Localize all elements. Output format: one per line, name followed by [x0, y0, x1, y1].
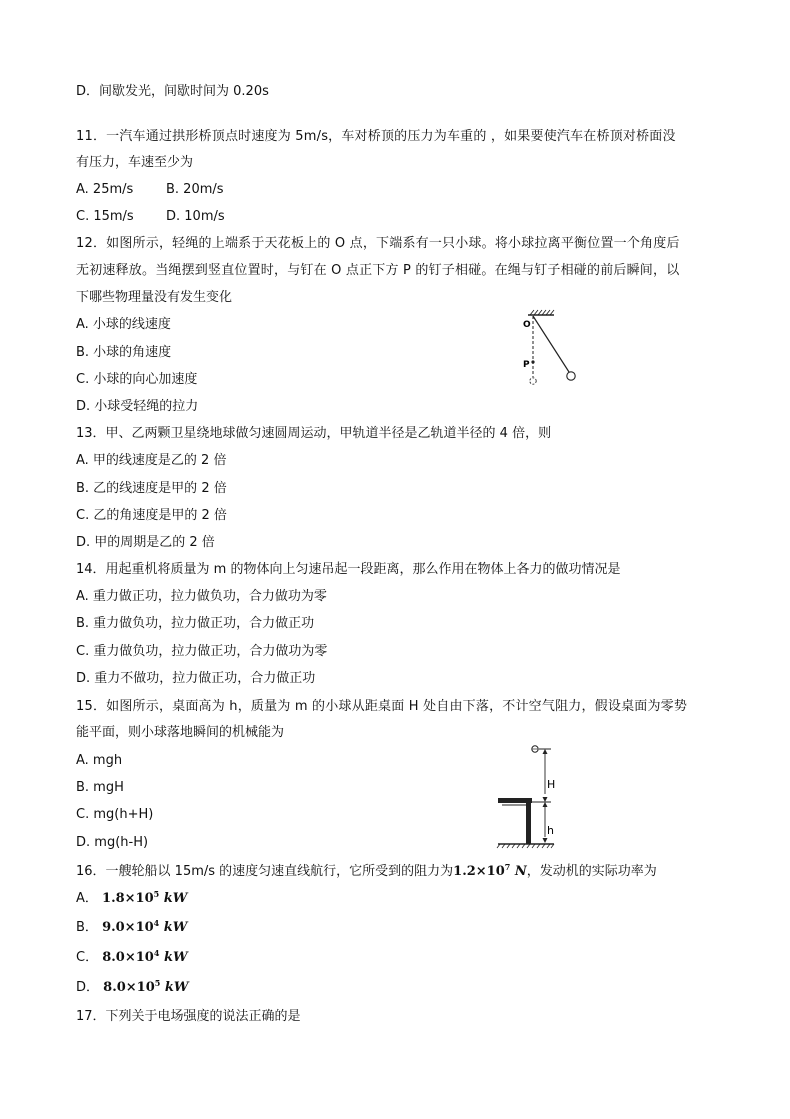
- q14-option-d: D. 重力不做功，拉力做正功，合力做正功: [76, 671, 316, 686]
- table-leg: [526, 803, 531, 844]
- q15-option-b: B. mgH: [76, 780, 124, 795]
- ceiling-hatch: [530, 310, 554, 315]
- q15-stem-line1: 15．如图所示，桌面高为 h，质量为 m 的小球从距桌面 H 处自由下落，不计空气阻力，假设桌面为零势: [76, 699, 688, 714]
- q12-stem-line2: 无初速释放。当绳摆到竖直位置时，与钉在 O 点正下方 P 的钉子相碰。在绳与钉子相碰的前后瞬间，以: [76, 263, 680, 278]
- q15-option-a: A. mgh: [76, 753, 123, 768]
- label-h: h: [547, 824, 554, 837]
- q11-stem-line2: 有压力，车速至少为: [76, 155, 194, 170]
- ball: [567, 372, 575, 380]
- q16-stem: [76, 863, 657, 881]
- label-H: H: [547, 778, 556, 791]
- q13-option-c: C. 乙的角速度是甲的 2 倍: [76, 508, 227, 523]
- q13-option-a: A. 甲的线速度是乙的 2 倍: [76, 453, 227, 468]
- q16-stem-before: 16．一艘轮船以 15m/s 的速度匀速直线航行，它所受到的阻力为: [76, 864, 454, 879]
- q12-option-a: A. 小球的线速度: [76, 317, 171, 332]
- q16-force-value: $1.2\times 10^7$ N: [453, 862, 527, 879]
- pendulum-figure: [512, 305, 592, 395]
- q12-stem-line3: 下哪些物理量没有发生变化: [76, 290, 233, 305]
- nail-p: [531, 360, 534, 363]
- q11-option-c: C. 15m/s: [76, 209, 134, 224]
- q15-option-d: D. mg(h-H): [76, 835, 149, 850]
- q16-option-b: B． $9.0\times 10^4$ kW: [76, 918, 188, 935]
- q14-option-a: A. 重力做正功，拉力做负功，合力做功为零: [76, 589, 327, 604]
- q11-option-d: D. 10m/s: [166, 209, 225, 224]
- arrow-H-bottom: [543, 797, 548, 802]
- q13-stem: 13．甲、乙两颗卫星绕地球做匀速圆周运动，甲轨道半径是乙轨道半径的 4 倍，则: [76, 426, 552, 441]
- q11-option-a: A. 25m/s: [76, 182, 134, 197]
- arrow-h-top: [543, 802, 548, 807]
- label-p: P: [523, 360, 530, 370]
- q16-option-a: A． $1.8\times 10^5$ kW: [76, 889, 188, 906]
- q14-stem: 14．用起重机将质量为 m 的物体向上匀速吊起一段距离，那么作用在物体上各力的做功情况是: [76, 562, 621, 577]
- q14-option-b: B. 重力做负功，拉力做正功，合力做正功: [76, 616, 315, 631]
- q13-option-d: D. 甲的周期是乙的 2 倍: [76, 535, 215, 550]
- q16-option-c: C． $8.0\times 10^4$ kW: [76, 948, 188, 965]
- q11-option-b: B. 20m/s: [166, 182, 224, 197]
- q13-option-b: B. 乙的线速度是甲的 2 倍: [76, 481, 227, 496]
- q15-stem-line2: 能平面，则小球落地瞬间的机械能为: [76, 725, 285, 740]
- rope: [533, 316, 569, 372]
- q16-option-d: D． $8.0\times 10^5$ kW: [76, 978, 189, 995]
- falling-ball-figure: [490, 738, 580, 848]
- q14-option-c: C. 重力做负功，拉力做正功，合力做功为零: [76, 644, 328, 659]
- q12-option-d: D. 小球受轻绳的拉力: [76, 399, 199, 414]
- q15-option-c: C. mg(h+H): [76, 807, 154, 822]
- ball-dashed: [530, 378, 536, 384]
- q10-option-d: D．间歇发光，间歇时间为 0.20s: [76, 84, 269, 99]
- arrow-h-bottom: [543, 838, 548, 843]
- q11-stem-line1: 11．一汽车通过拱形桥顶点时速度为 5m/s，车对桥顶的压力为车重的 ，如果要使汽车在桥顶对桥面没: [76, 129, 676, 144]
- q17-stem: 17．下列关于电场强度的说法正确的是: [76, 1009, 301, 1024]
- table-top: [498, 798, 532, 803]
- arrow-top: [543, 749, 548, 754]
- q12-stem-line1: 12．如图所示，轻绳的上端系于天花板上的 O 点，下端系有一只小球。将小球拉离平衡位置一个角度后: [76, 236, 680, 251]
- q12-option-b: B. 小球的角速度: [76, 345, 172, 360]
- label-o: O: [523, 320, 531, 330]
- q16-stem-after: ，发动机的实际功率为: [526, 864, 657, 879]
- q12-option-c: C. 小球的向心加速度: [76, 372, 198, 387]
